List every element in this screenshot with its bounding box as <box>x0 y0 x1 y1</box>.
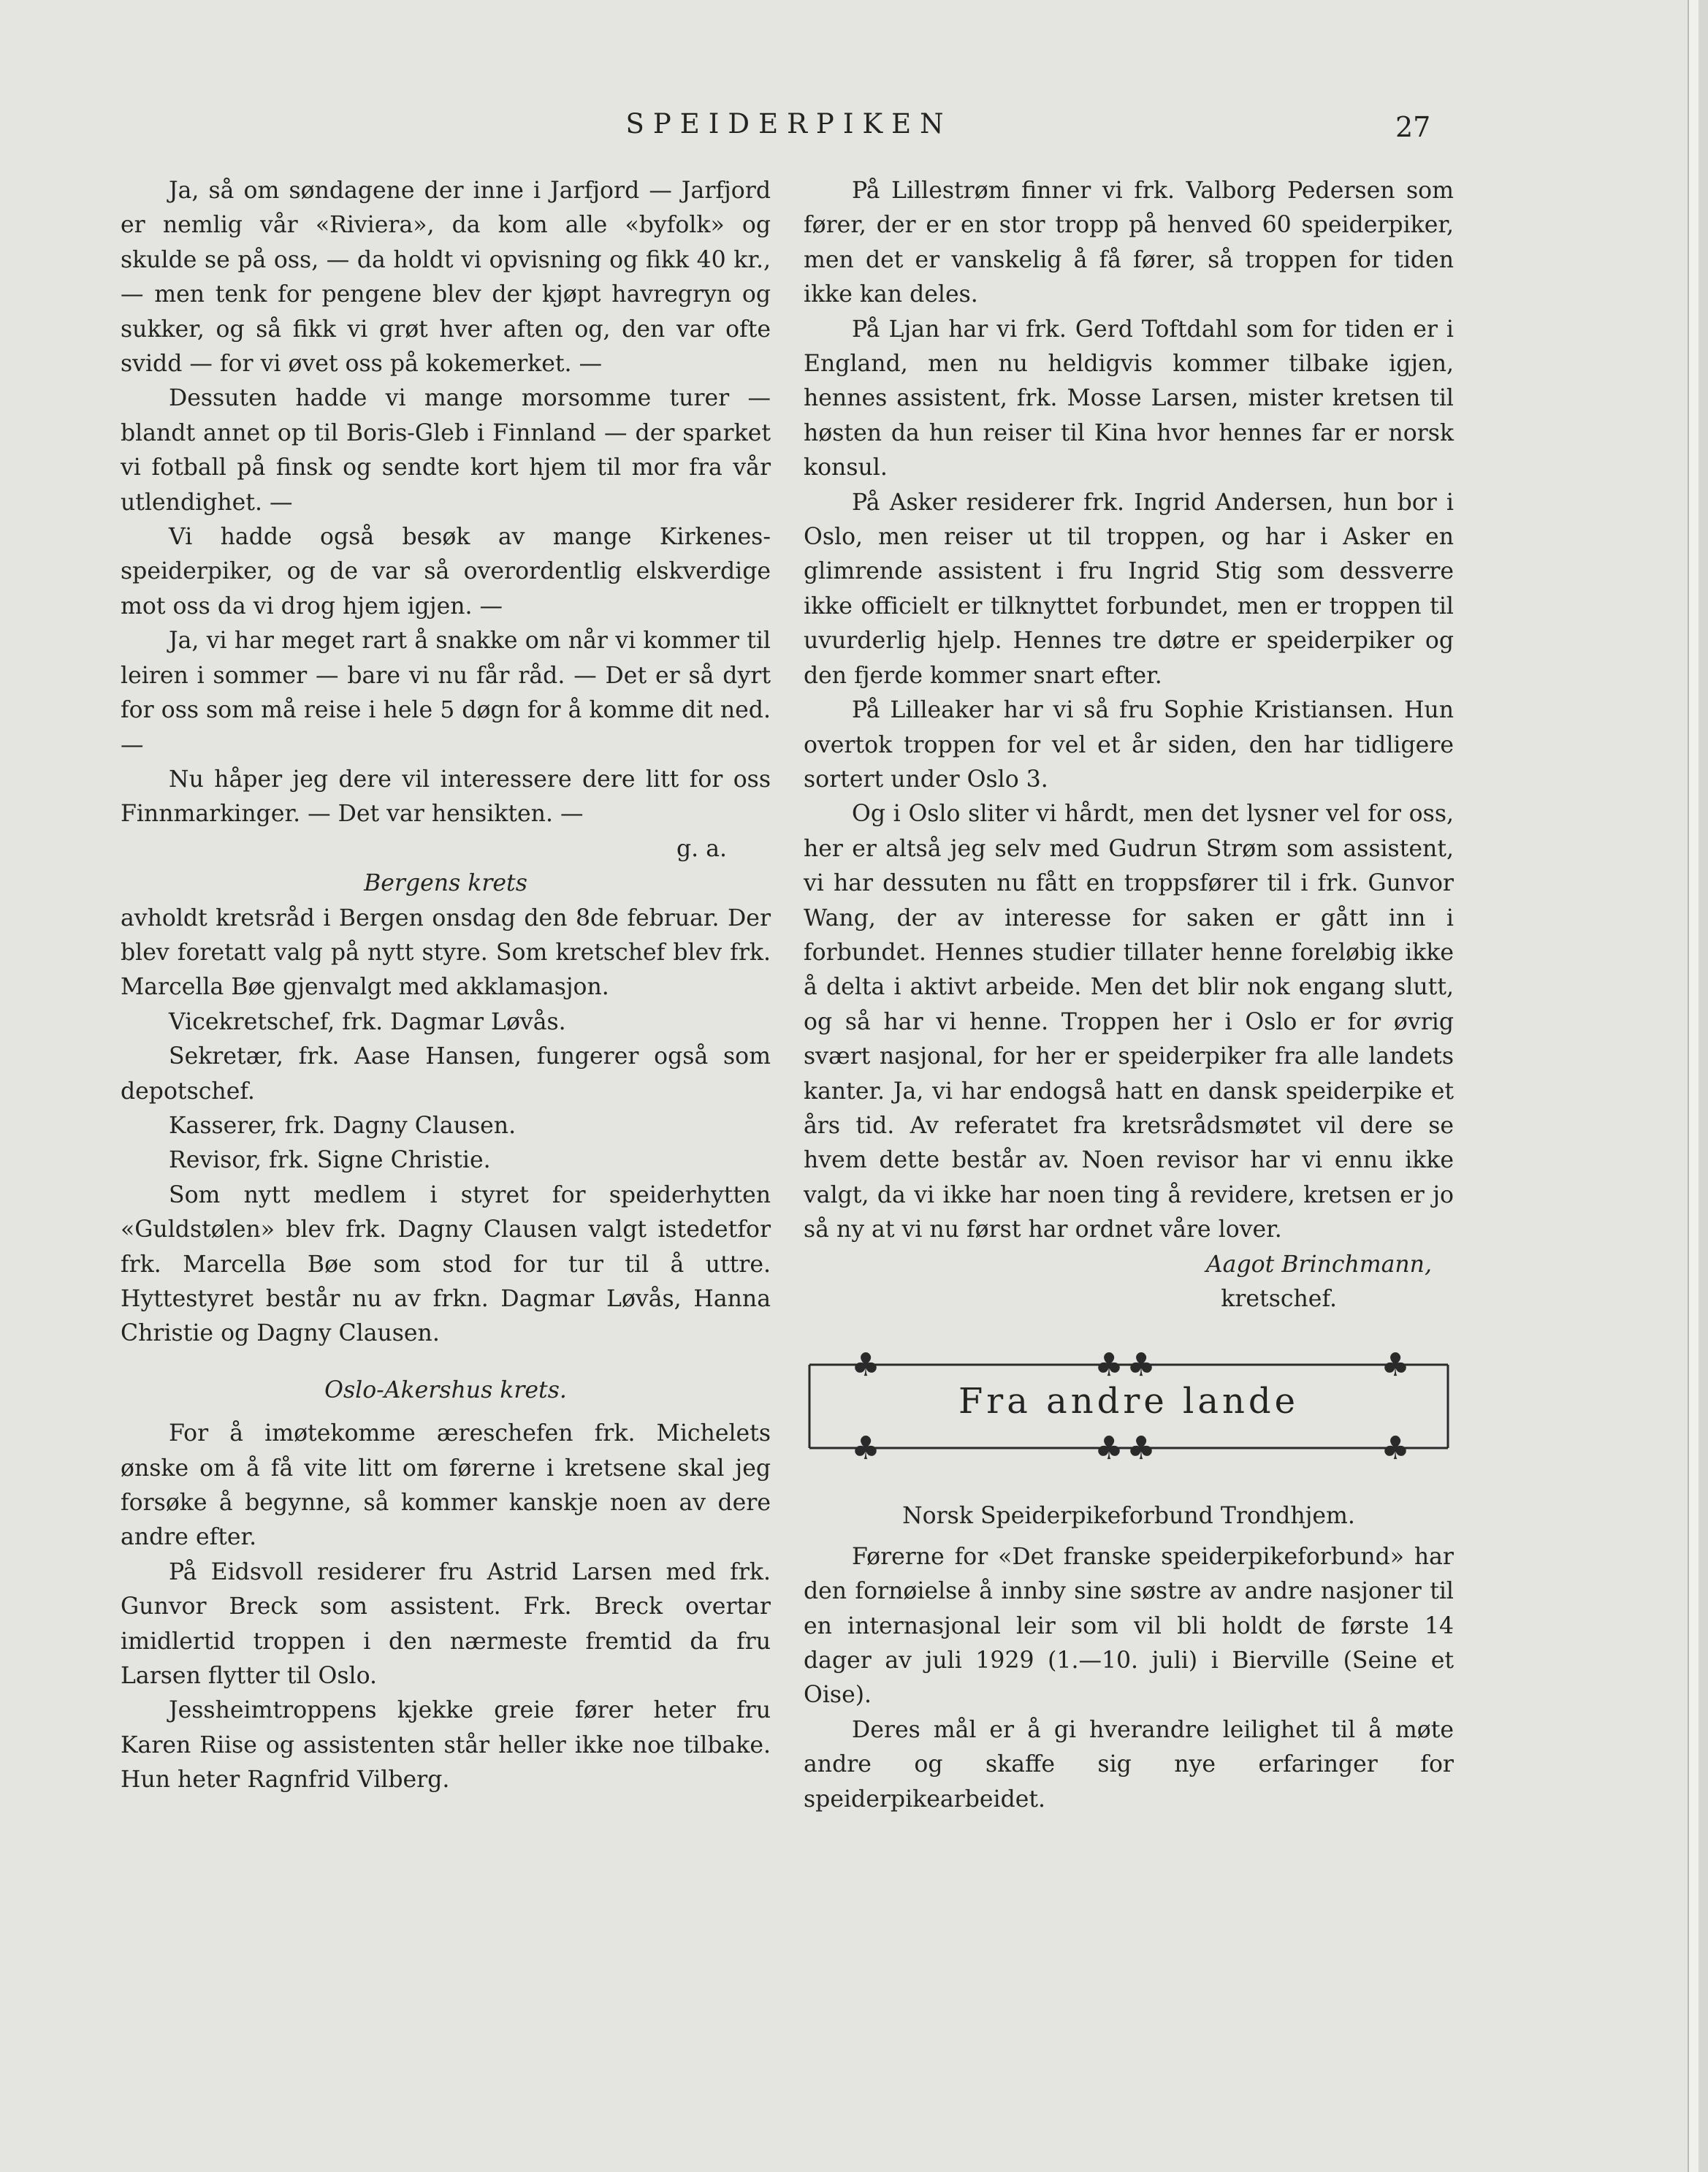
oslo-paragraph: Og i Oslo sliter vi hårdt, men det lysner vel for oss, her er altså jeg selv med Gudrun Strøm som assistent, vi har dessuten nu fått en troppsfører til i frk. Gunvor Wang, der av interesse for saken er gått inn i forbundet. Hennes studier tillater henne foreløbig ikke å delta i aktivt arbeide. Men det blir nok engang slutt, og så har vi henne. Troppen her i Oslo er for øvrig svært nasjonal, for her er speiderpiker fra alle landets kanter. Ja, vi har endogså hatt en dansk speiderpike et års tid. Av referatet fra kretsrådsmøtet vil dere se hvem dette består av. Noen revisor har vi ennu ikke valgt, da vi ikke har noen ting å revidere, kretsen er jo så ny at vi nu først har ordnet våre lover. <box>804 801 1454 1243</box>
clover-icon: ♣ <box>851 1430 880 1468</box>
signature-role: kretschef. <box>1221 1286 1337 1312</box>
oslo-paragraph: For å imøtekomme æreschefen frk. Michelets ønske om å få vite litt om førerne i kretsene skal jeg forsøke å begynne, så kommer kanskje noen av dere andre efter. <box>121 1420 771 1551</box>
page-edge <box>1688 0 1699 2172</box>
bergen-role: Kasserer, frk. Dagny Clausen. <box>169 1112 516 1139</box>
bergen-paragraph: avholdt kretsråd i Bergen onsdag den 8de februar. Der blev foretatt valg på nytt styre. Som kretschef blev frk. Marcella Bøe gjenvalgt med akklamasjon. <box>121 904 771 1001</box>
oslo-heading: Oslo-Akershus krets. <box>324 1376 567 1403</box>
trondhjem-paragraph: Førerne for «Det franske speiderpikeforbund» har den fornøielse å innby sine søstre av andre nasjoner til en internasjonal leir som vil bli holdt de første 14 dager av juli 1929 (1.—10. juli) i Bierville (Seine et Oise). <box>804 1543 1454 1709</box>
clover-icon: ♣ <box>1126 1430 1156 1468</box>
oslo-paragraph: Jessheimtroppens kjekke greie fører heter fru Karen Riise og assistenten står heller ikke noe tilbake. Hun heter Ragnfrid Vilberg. <box>121 1697 771 1794</box>
left-column <box>121 174 771 1798</box>
trondhjem-paragraph: Deres mål er å gi hverandre leilighet til å møte andre og skaffe sig nye erfaringer for speiderpikearbeidet. <box>804 1716 1454 1813</box>
spacer <box>804 1534 1454 1540</box>
clover-icon: ♣ <box>1094 1346 1124 1384</box>
banner-title: Fra andre lande <box>958 1381 1299 1422</box>
page-number: 27 <box>1395 111 1431 143</box>
clover-icon: ♣ <box>1381 1346 1410 1384</box>
spacer <box>121 1408 771 1417</box>
oslo-paragraph: På Ljan har vi frk. Gerd Toftdahl som for tiden er i England, men nu heldigvis kommer tilbake igjen, hennes assistent, frk. Mosse Larsen, mister kretsen til høsten da hun reiser til Kina hvor hennes far er norsk konsul. <box>804 316 1454 481</box>
clover-icon: ♣ <box>1094 1430 1124 1468</box>
letter-signature: g. a. <box>676 835 727 862</box>
bergen-heading: Bergens krets <box>364 870 527 897</box>
oslo-paragraph: På Lilleaker har vi så fru Sophie Kristiansen. Hun overtok troppen for vel et år siden, den har tidligere sortert under Oslo 3. <box>804 697 1454 793</box>
magazine-title: SPEIDERPIKEN <box>625 108 953 140</box>
letter-paragraph: Ja, så om søndagene der inne i Jarfjord — Jarfjord er nemlig vår «Riviera», da kom alle «byfolk» og skulde se på oss, — da holdt vi opvisning og fikk 40 kr., — men tenk for pengene blev der kjøpt havregryn og sukker, og så fikk vi grøt hver aften og, den var ofte svidd — for vi øvet oss på kokemerket. — <box>121 178 771 378</box>
trondhjem-heading: Norsk Speiderpikeforbund Trondhjem. <box>902 1503 1355 1530</box>
signature-name: Aagot Brinchmann, <box>1205 1251 1432 1278</box>
section-banner <box>804 1338 1454 1470</box>
letter-paragraph: Nu håper jeg dere vil interessere dere litt for oss Finnmarkinger. — Det var hensikten. — <box>121 766 771 828</box>
oslo-paragraph: På Lillestrøm finner vi frk. Valborg Pedersen som fører, der er en stor tropp på henved 60 speiderpiker, men det er vanskelig å få fører, så troppen for tiden ikke kan deles. <box>804 178 1454 308</box>
clover-icon: ♣ <box>851 1346 880 1384</box>
right-column <box>804 174 1454 1817</box>
bergen-role: Sekretær, frk. Aase Hansen, fungerer også som depotschef. <box>121 1043 771 1105</box>
letter-paragraph: Dessuten hadde vi mange morsomme turer — blandt annet op til Boris-Gleb i Finnland — der sparket vi fotball på finsk og sendte kort hjem til mor fra vår utlendighet. — <box>121 385 771 516</box>
letter-paragraph: Ja, vi har meget rart å snakke om når vi kommer til leiren i sommer — bare vi nu får råd. — Det er så dyrt for oss som må reise i hele 5 døgn for å komme dit ned. — <box>121 628 771 758</box>
bergen-role: Revisor, frk. Signe Christie. <box>169 1147 491 1174</box>
clover-icon: ♣ <box>1381 1430 1410 1468</box>
spacer <box>121 1352 771 1373</box>
letter-paragraph: Vi hadde også besøk av mange Kirkenes-speiderpiker, og de var så overordentlig elskverdige mot oss da vi drog hjem igjen. — <box>121 524 771 620</box>
bergen-role: Som nytt medlem i styret for speiderhytten «Guldstølen» blev frk. Dagny Clausen valgt istedetfor frk. Marcella Bøe som stod for tur til å uttre. Hyttestyret består nu av frkn. Dagmar Løvås, Hanna Christie og Dagny Clausen. <box>121 1181 771 1347</box>
oslo-paragraph: På Asker residerer frk. Ingrid Andersen, hun bor i Oslo, men reiser ut til troppen, og har i Asker en glimrende assistent i fru Ingrid Stig som dessverre ikke officielt er tilknyttet forbundet, men er troppen til uvurderlig hjelp. Hennes tre døtre er speiderpiker og den fjerde kommer snart efter. <box>804 489 1454 689</box>
bergen-role: Vicekretschef, frk. Dagmar Løvås. <box>169 1008 566 1035</box>
running-header <box>0 108 1699 152</box>
oslo-paragraph: På Eidsvoll residerer fru Astrid Larsen med frk. Gunvor Breck som assistent. Frk. Breck overtar imidlertid troppen i den nærmeste fremtid da fru Larsen flytter til Oslo. <box>121 1558 771 1690</box>
clover-icon: ♣ <box>1126 1346 1156 1384</box>
